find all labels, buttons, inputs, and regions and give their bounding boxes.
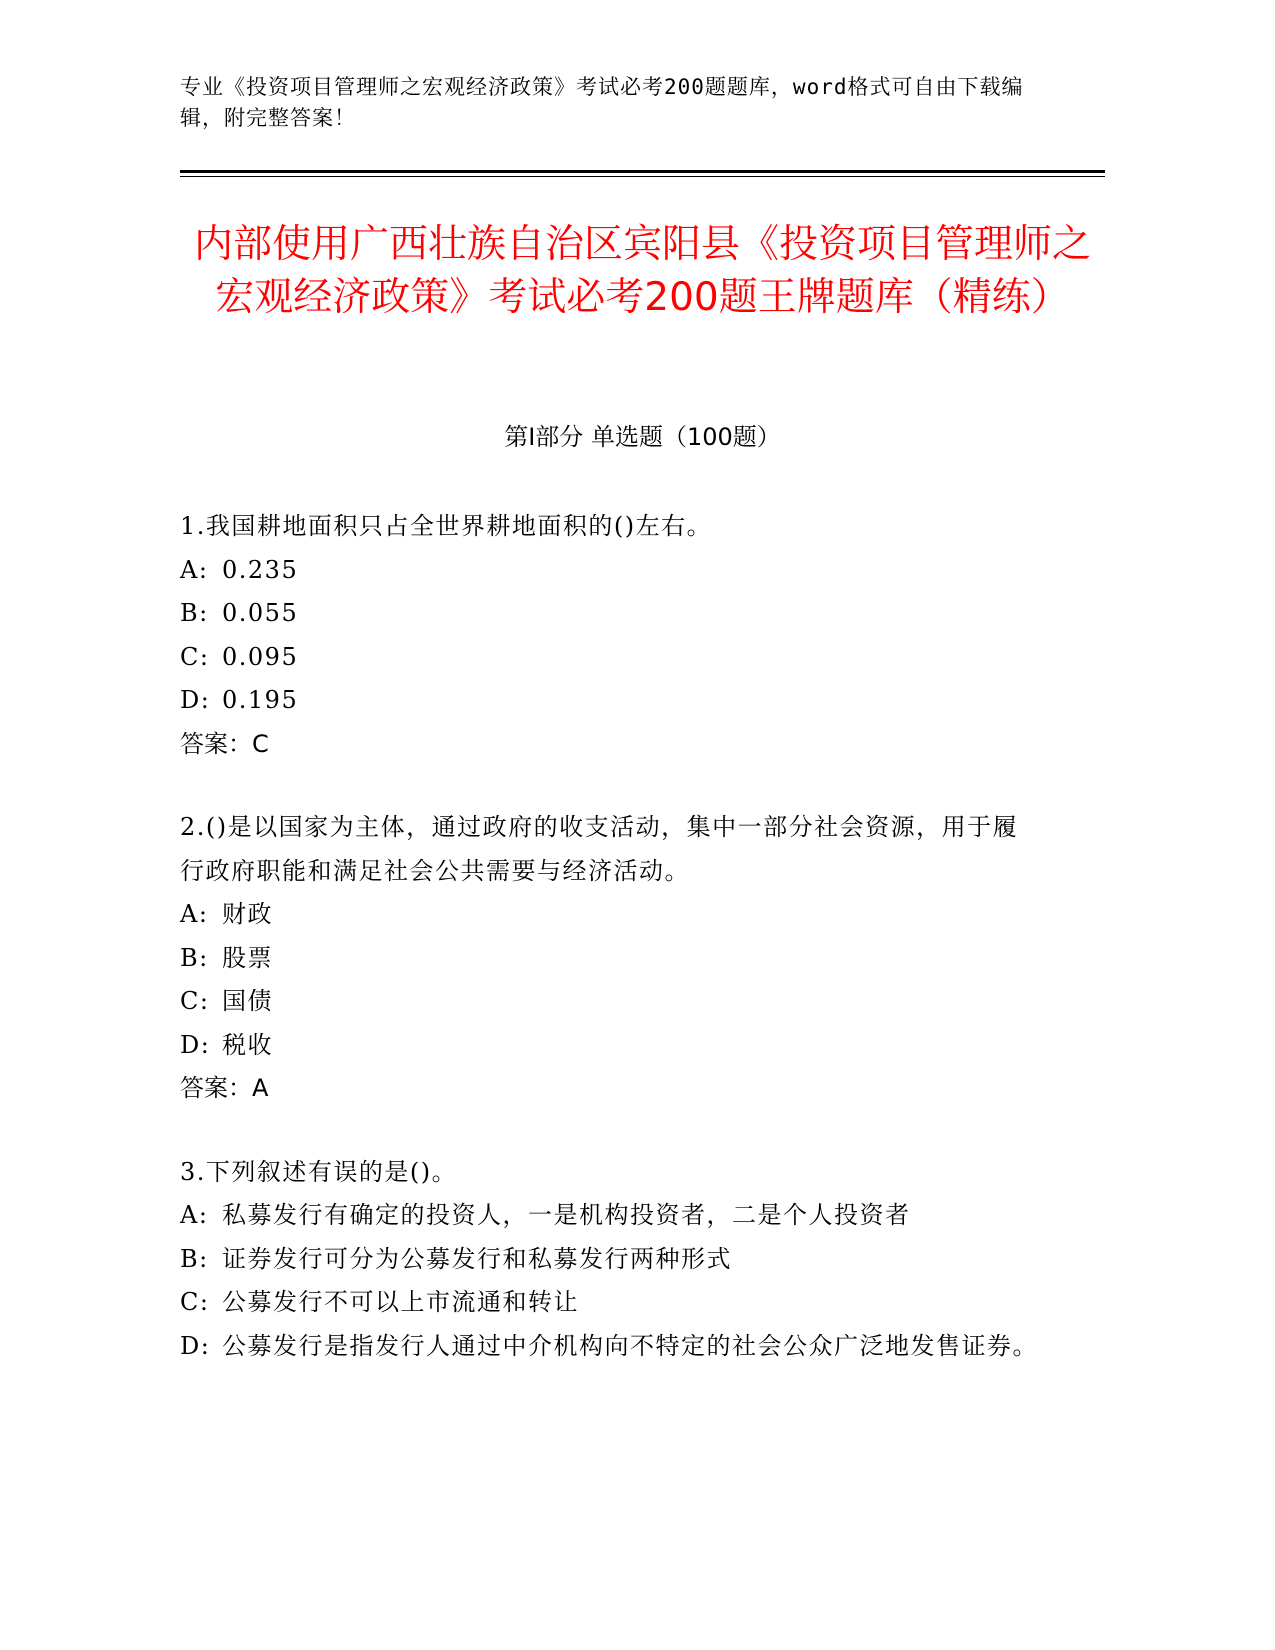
option-a: [180, 893, 1040, 937]
question-2: [180, 806, 1040, 1111]
option-b: [180, 1238, 1040, 1282]
header-note: 专业《投资项目管理师之宏观经济政策》考试必考200题题库，word格式可自由下载编辑，附完整答案！: [180, 75, 1024, 130]
option-b: [180, 592, 1040, 636]
option-b: [180, 937, 1040, 981]
option-a: [180, 1194, 1040, 1238]
option-text: 股票: [222, 943, 273, 972]
option-text: 证券发行可分为公募发行和私募发行两种形式: [222, 1244, 732, 1273]
option-letter: C:: [180, 1288, 210, 1316]
option-letter: B:: [180, 943, 209, 972]
question-stem: 3.下列叙述有误的是()。: [180, 1157, 458, 1186]
option-text: 私募发行有确定的投资人，一是机构投资者，二是个人投资者: [222, 1201, 911, 1229]
option-letter: A:: [180, 555, 209, 584]
option-letter: C:: [180, 642, 210, 671]
option-letter: C:: [180, 987, 210, 1015]
question-list: [180, 505, 1040, 1408]
option-letter: D:: [180, 686, 211, 714]
section-title: 第I部分 单选题（100题）: [504, 423, 781, 451]
option-text: 税收: [222, 1030, 273, 1059]
option-text: 公募发行不可以上市流通和转让: [222, 1288, 579, 1316]
header-divider-thin: [180, 176, 1105, 177]
question-stem: 1.我国耕地面积只占全世界耕地面积的()左右。: [180, 512, 713, 540]
option-text: 0.195: [222, 686, 299, 714]
answer-line: 答案：A: [180, 1074, 269, 1102]
question-1: [180, 505, 1040, 766]
option-letter: A:: [180, 1201, 209, 1229]
header-divider-thick: [180, 170, 1105, 173]
document-title: 内部使用广西壮族自治区宾阳县《投资项目管理师之宏观经济政策》考试必考200题王牌题库（精练）: [193, 222, 1091, 320]
option-c: [180, 1281, 1040, 1325]
option-letter: B:: [180, 1244, 209, 1273]
option-text: 国债: [222, 987, 273, 1015]
option-d: [180, 1325, 1040, 1369]
option-text: 0.055: [222, 599, 299, 627]
question-stem: 2.()是以国家为主体，通过政府的收支活动，集中一部分社会资源，用于履行政府职能和满足社会公共需要与经济活动。: [180, 813, 1019, 885]
option-letter: D:: [180, 1331, 211, 1360]
option-text: 公募发行是指发行人通过中介机构向不特定的社会公众广泛地发售证券。: [222, 1331, 1038, 1360]
question-3: [180, 1151, 1040, 1369]
answer-line: 答案：C: [180, 729, 269, 758]
option-letter: B:: [180, 599, 209, 627]
option-a: [180, 549, 1040, 593]
option-text: 0.235: [222, 555, 299, 584]
option-d: [180, 679, 1040, 723]
option-letter: A:: [180, 900, 209, 928]
option-text: 财政: [222, 900, 273, 928]
option-letter: D:: [180, 1030, 211, 1059]
option-text: 0.095: [222, 642, 299, 671]
option-c: [180, 636, 1040, 680]
option-c: [180, 980, 1040, 1024]
option-d: [180, 1024, 1040, 1068]
